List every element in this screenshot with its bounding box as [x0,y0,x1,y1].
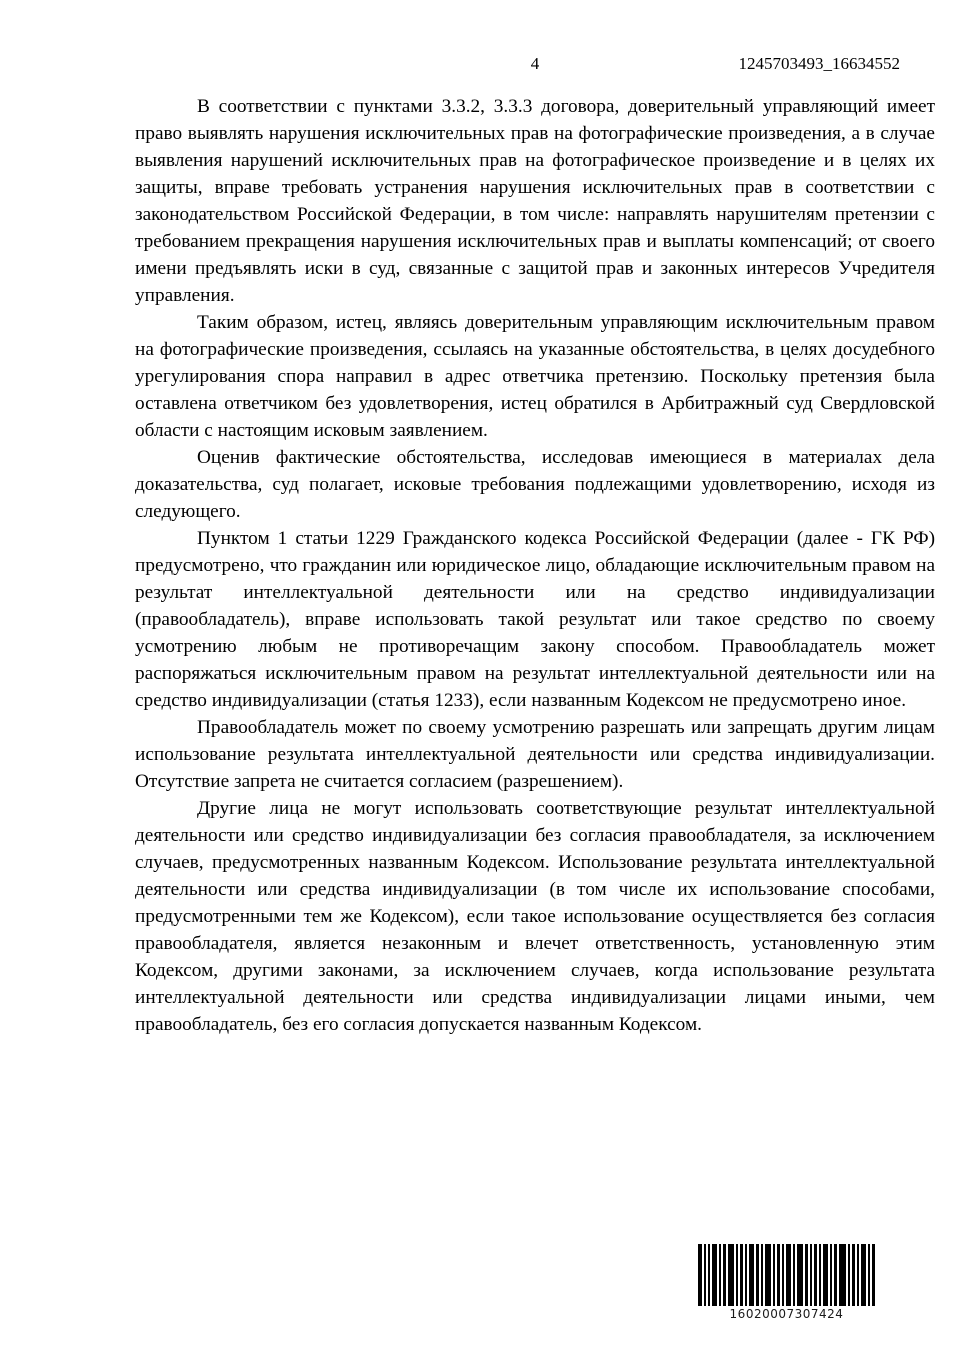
barcode-number: 16020007307424 [729,1307,844,1321]
paragraph-contract-clauses: В соответствии с пунктами 3.3.2, 3.3.3 договора, доверительный управляющий имеет право выявлять нарушения исключительных прав на фотографические произведения, а в случае выявления нарушений исключительных прав на фотографическое произведение и в целях их защиты, вправе требовать устранения нарушения исключительных прав в соответствии с законодательством Российской Федерации, в том числе: направлять нарушителям претензии с требованием прекращения нарушения исключительных прав и выплаты компенсаций; от своего имени предъявлять иски в суд, связанные с защитой прав и законных интересов Учредителя управления. [135,96,935,306]
page-number: 4 [530,54,540,73]
page-header [135,52,935,76]
paragraph-court-assessment: Оценив фактические обстоятельства, исследовав имеющиеся в материалах дела доказательства, суд полагает, исковые требования подлежащими удовлетворению, исходя из следующего. [135,447,935,522]
document-body [135,93,935,1038]
paragraph-claim-history: Таким образом, истец, являясь доверительным управляющим исключительным правом на фотографические произведения, ссылаясь на указанные обстоятельства, в целях досудебного урегулирования спора направил в адрес ответчика претензию. Поскольку претензия была оставлена ответчиком без удовлетворения, истец обратился в Арбитражный суд Свердловской области с настоящим исковым заявлением. [135,312,935,441]
paragraph-unauthorized-use: Другие лица не могут использовать соответствующие результат интеллектуальной деятельности или средство индивидуализации без согласия правообладателя, за исключением случаев, предусмотренных названным Кодексом. Использование результата интеллектуальной деятельности или средства индивидуализации (в том числе их использование способами, предусмотренными тем же Кодексом), если такое использование осуществляется без согласия правообладателя, является незаконным и влечет ответственность, установленную этим Кодексом, другими законами, за исключением случаев, когда использование результата интеллектуальной деятельности или средства индивидуализации лицами иными, чем правообладатель, без его согласия допускается названным Кодексом. [135,798,935,1035]
barcode [698,1244,875,1321]
paragraph-rightholder-permission: Правообладатель может по своему усмотрению разрешать или запрещать другим лицам использование результата интеллектуальной деятельности или средства индивидуализации. Отсутствие запрета не считается согласием (разрешением). [135,717,935,792]
barcode-image [698,1244,875,1306]
document-id: 1245703493_16634552 [738,54,900,73]
paragraph-article-1229: Пунктом 1 статьи 1229 Гражданского кодекса Российской Федерации (далее - ГК РФ) предусмотрено, что гражданин или юридическое лицо, обладающие исключительным правом на результат интеллектуальной деятельности или на средство индивидуализации (правообладатель), вправе использовать такой результат или такое средство по своему усмотрению любым не противоречащим закону способом. Правообладатель может распоряжаться исключительным правом на результат интеллектуальной деятельности или на средство индивидуализации (статья 1233), если названным Кодексом не предусмотрено иное. [135,528,935,711]
